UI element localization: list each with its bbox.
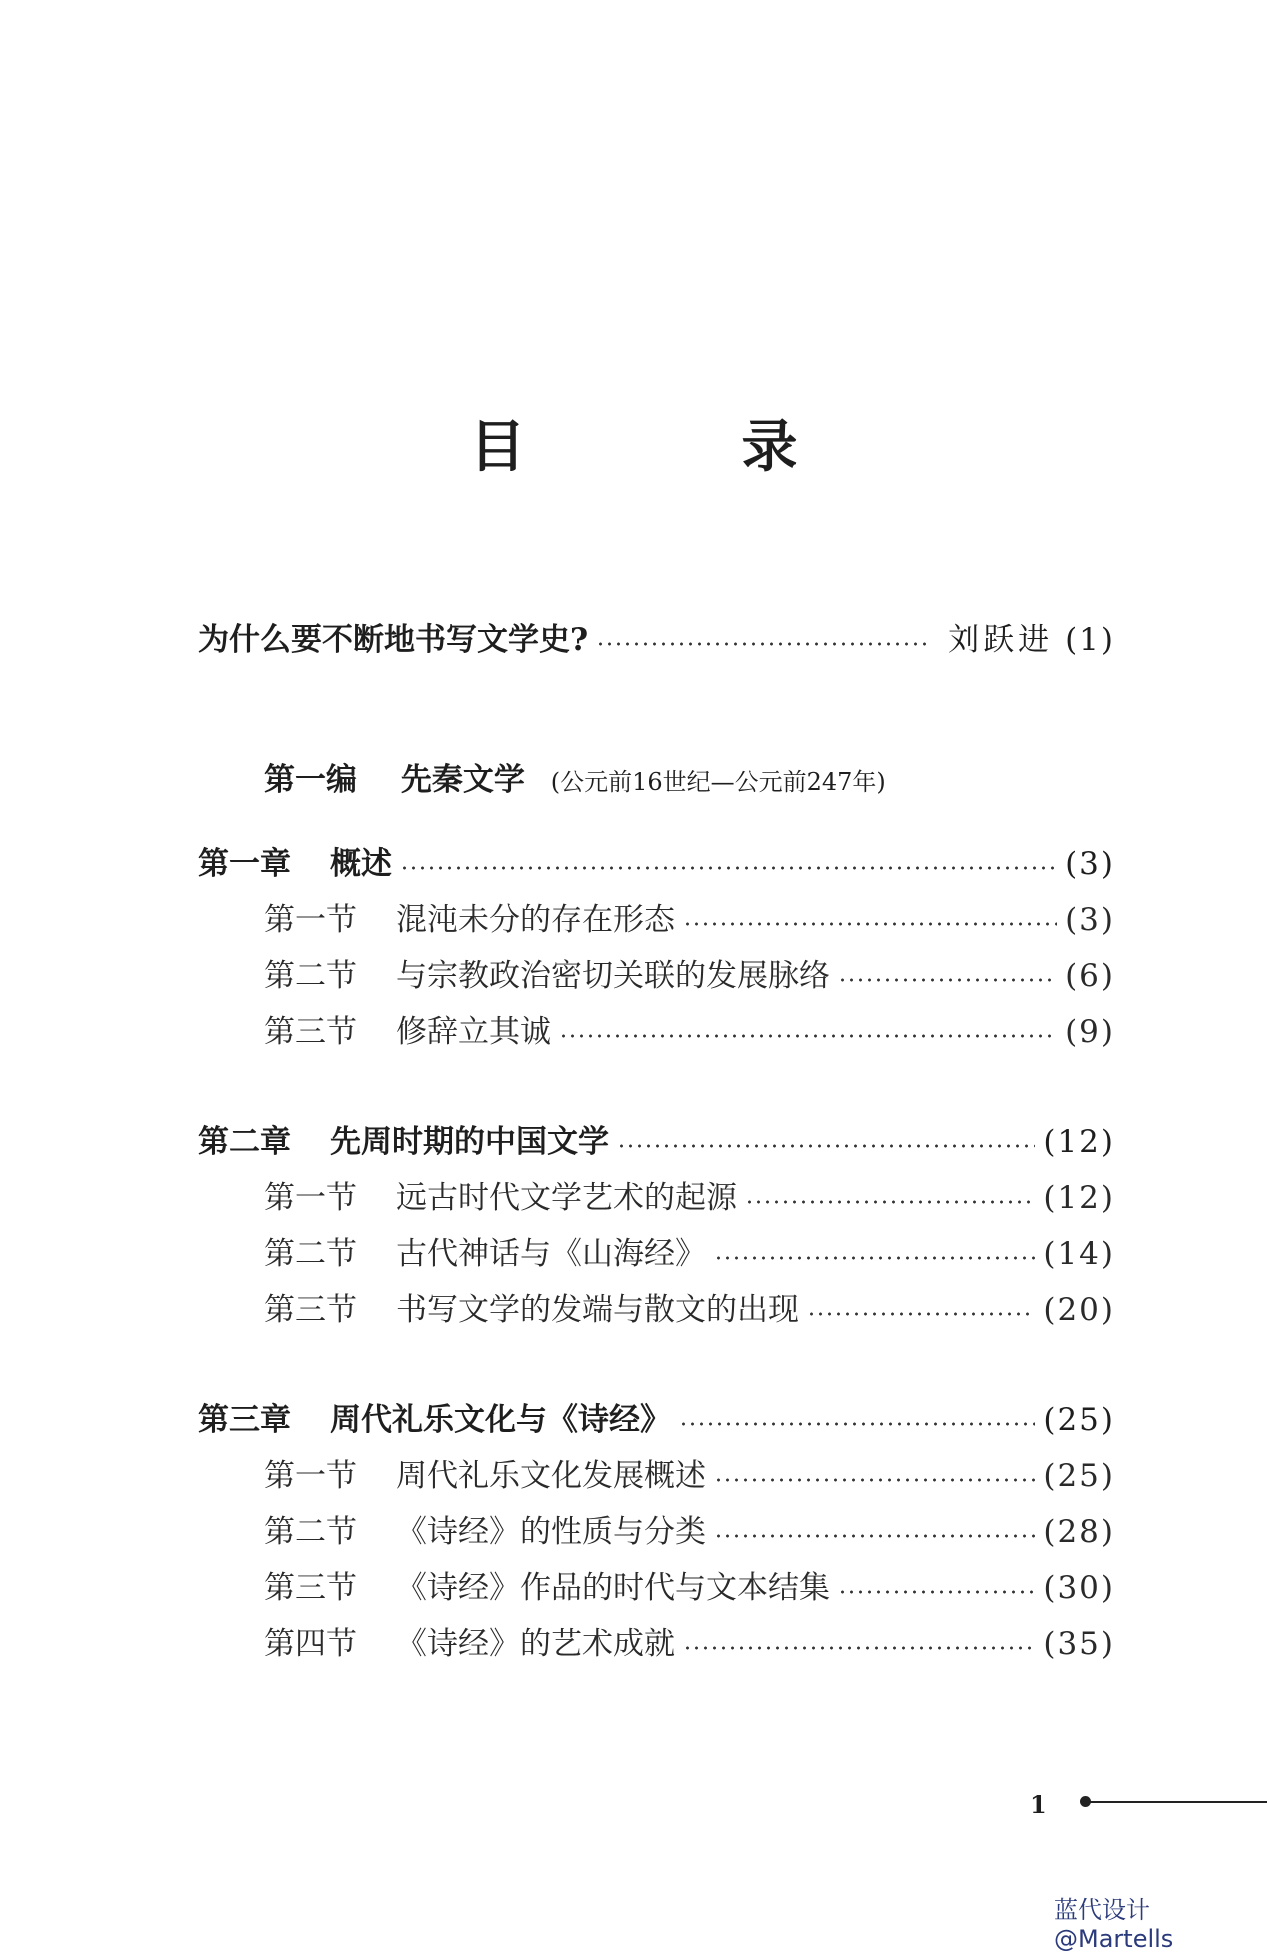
folio-rule bbox=[1084, 1801, 1267, 1803]
preface-title: 为什么要不断地书写文学史? bbox=[198, 622, 589, 658]
dot-leader bbox=[683, 922, 1057, 926]
toc-section[interactable] bbox=[264, 1456, 1115, 1496]
preface-entry[interactable] bbox=[198, 620, 1115, 660]
chapter-page: (12) bbox=[1043, 1124, 1115, 1160]
section-title: 古代神话与《山海经》 bbox=[396, 1236, 706, 1272]
page-title: 目 录 bbox=[469, 414, 878, 480]
section-number: 第三节 bbox=[264, 1570, 357, 1606]
toc-chapter[interactable] bbox=[198, 1400, 1115, 1440]
chapter-title: 周代礼乐文化与《诗经》 bbox=[330, 1402, 671, 1438]
toc-chapter[interactable] bbox=[198, 1122, 1115, 1162]
section-page: (14) bbox=[1043, 1236, 1115, 1272]
section-title: 与宗教政治密切关联的发展脉络 bbox=[396, 958, 830, 994]
dot-leader bbox=[683, 1646, 1035, 1650]
toc-section[interactable] bbox=[264, 1234, 1115, 1274]
toc-chapter[interactable] bbox=[198, 844, 1115, 884]
toc-section[interactable] bbox=[264, 1178, 1115, 1218]
dot-leader bbox=[617, 1144, 1035, 1148]
section-page: (3) bbox=[1065, 902, 1115, 938]
section-page: (28) bbox=[1043, 1514, 1115, 1550]
section-title: 书写文学的发端与散文的出现 bbox=[396, 1292, 799, 1328]
section-title: 《诗经》作品的时代与文本结集 bbox=[396, 1570, 830, 1606]
toc-section[interactable] bbox=[264, 1568, 1115, 1608]
toc-section[interactable] bbox=[264, 956, 1115, 996]
chapter-title: 概述 bbox=[330, 846, 392, 882]
section-number: 第一节 bbox=[264, 1458, 357, 1494]
toc-section[interactable] bbox=[264, 1512, 1115, 1552]
chapter-page: (25) bbox=[1043, 1402, 1115, 1438]
preface-author: 刘跃进 bbox=[948, 622, 1054, 658]
dot-leader bbox=[714, 1256, 1035, 1260]
chapter-number: 第二章 bbox=[198, 1124, 291, 1160]
toc-section[interactable] bbox=[264, 900, 1115, 940]
part-heading bbox=[264, 760, 886, 800]
dot-leader bbox=[838, 978, 1057, 982]
section-title: 修辞立其诚 bbox=[396, 1014, 551, 1050]
part-title: 先秦文学 bbox=[400, 762, 525, 798]
section-page: (6) bbox=[1065, 958, 1115, 994]
watermark-text: 蓝代设计@Martells bbox=[1054, 1896, 1174, 1953]
section-number: 第二节 bbox=[264, 1514, 357, 1550]
dot-leader bbox=[400, 866, 1057, 870]
section-number: 第四节 bbox=[264, 1626, 357, 1662]
part-range: (公元前16世纪—公元前247年) bbox=[550, 768, 886, 796]
preface-page: (1) bbox=[1065, 622, 1115, 658]
dot-leader bbox=[807, 1312, 1035, 1316]
section-number: 第一节 bbox=[264, 1180, 357, 1216]
toc-section[interactable] bbox=[264, 1290, 1115, 1330]
section-title: 《诗经》的性质与分类 bbox=[396, 1514, 706, 1550]
section-title: 周代礼乐文化发展概述 bbox=[396, 1458, 706, 1494]
dot-leader bbox=[559, 1034, 1057, 1038]
section-number: 第三节 bbox=[264, 1014, 357, 1050]
dot-leader bbox=[838, 1590, 1035, 1594]
toc-section[interactable] bbox=[264, 1012, 1115, 1052]
dot-leader bbox=[714, 1478, 1035, 1482]
dot-leader bbox=[745, 1200, 1035, 1204]
toc-section[interactable] bbox=[264, 1624, 1115, 1664]
section-page: (9) bbox=[1065, 1014, 1115, 1050]
section-page: (35) bbox=[1043, 1626, 1115, 1662]
chapter-number: 第一章 bbox=[198, 846, 291, 882]
section-page: (30) bbox=[1043, 1570, 1115, 1606]
section-number: 第二节 bbox=[264, 958, 357, 994]
section-title: 远古时代文学艺术的起源 bbox=[396, 1180, 737, 1216]
dot-leader bbox=[679, 1422, 1035, 1426]
section-title: 《诗经》的艺术成就 bbox=[396, 1626, 675, 1662]
section-number: 第一节 bbox=[264, 902, 357, 938]
dot-leader bbox=[596, 642, 926, 646]
section-page: (25) bbox=[1043, 1458, 1115, 1494]
section-number: 第三节 bbox=[264, 1292, 357, 1328]
section-page: (12) bbox=[1043, 1180, 1115, 1216]
section-title: 混沌未分的存在形态 bbox=[396, 902, 675, 938]
chapter-number: 第三章 bbox=[198, 1402, 291, 1438]
section-number: 第二节 bbox=[264, 1236, 357, 1272]
section-page: (20) bbox=[1043, 1292, 1115, 1328]
chapter-title: 先周时期的中国文学 bbox=[330, 1124, 609, 1160]
dot-leader bbox=[714, 1534, 1035, 1538]
part-number: 第一编 bbox=[264, 762, 357, 798]
page-number: 1 bbox=[1030, 1790, 1047, 1819]
chapter-page: (3) bbox=[1065, 846, 1115, 882]
